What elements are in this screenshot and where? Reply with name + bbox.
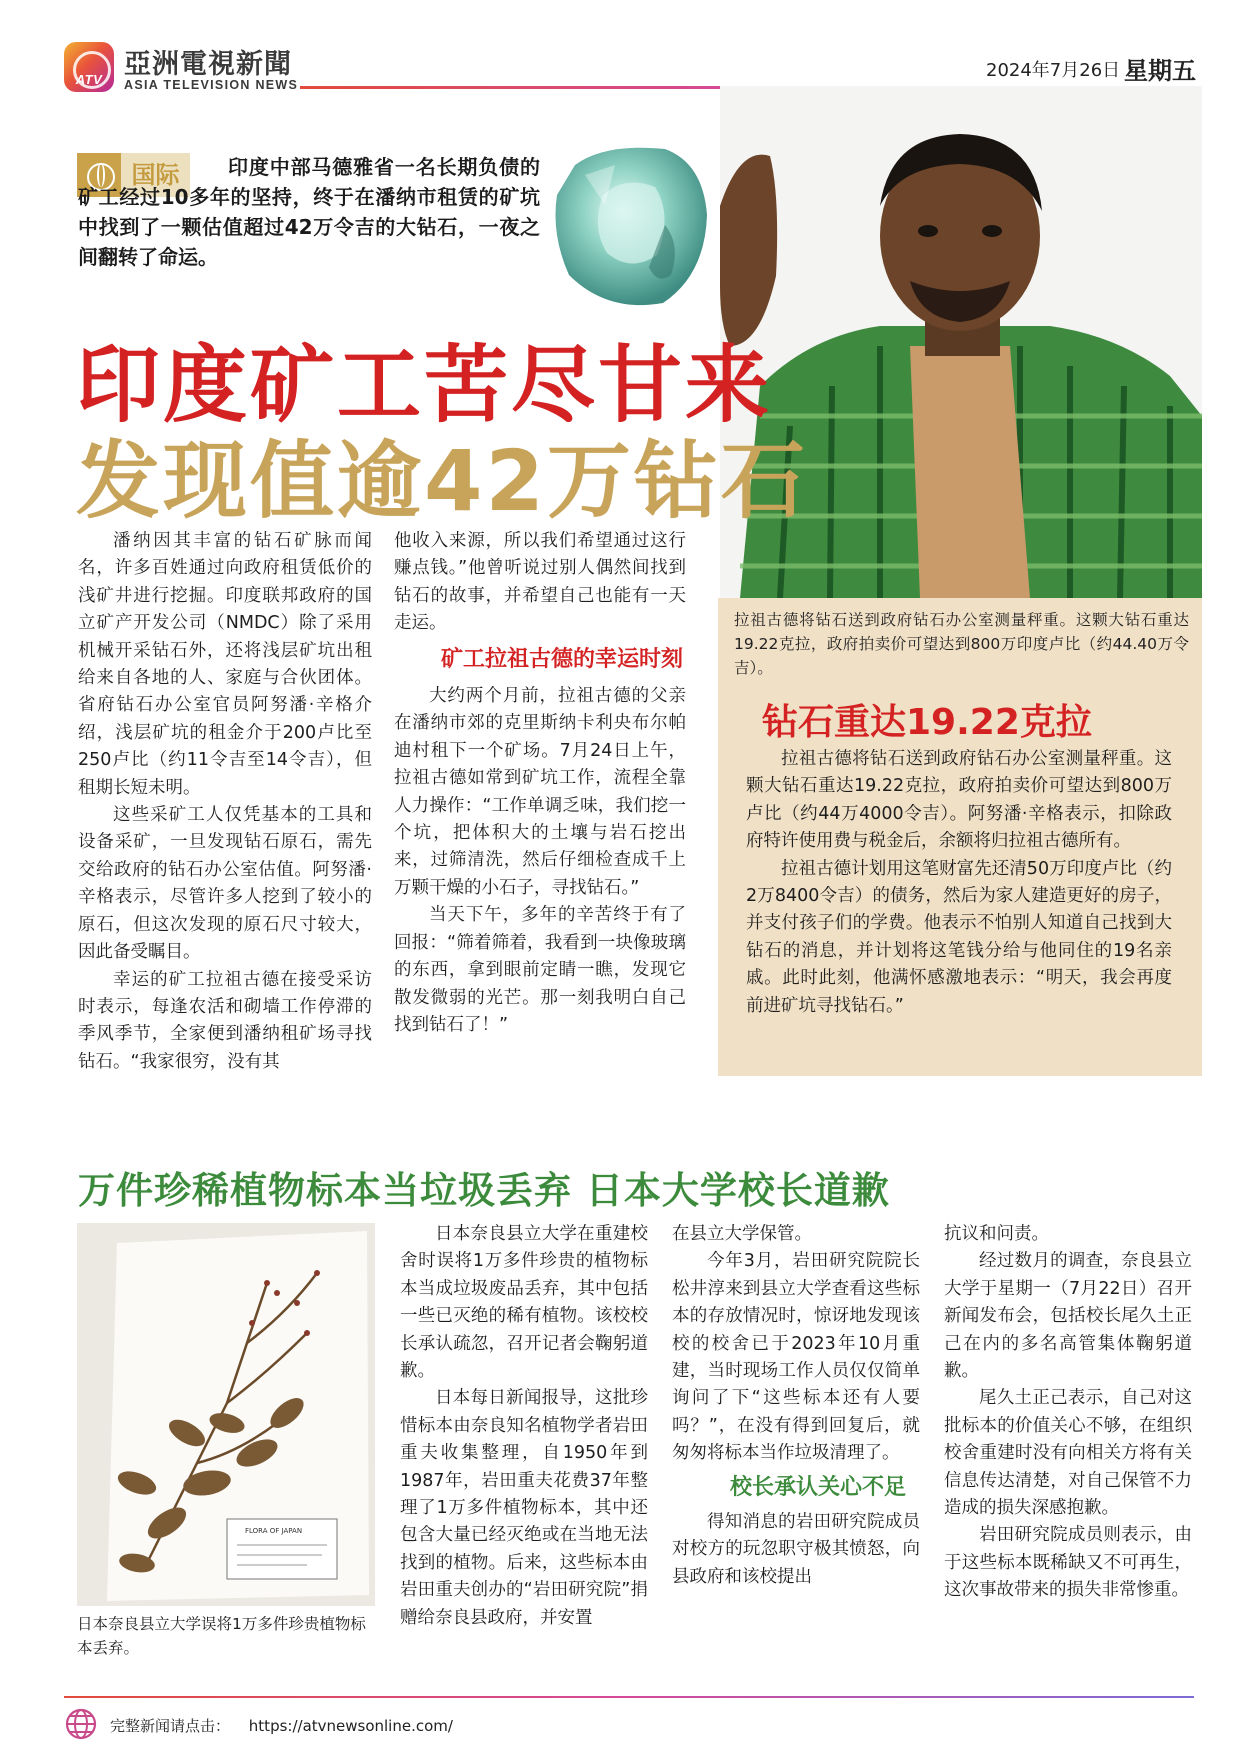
- story1-column-2: [394, 528, 686, 1039]
- story1-paragraph: 当天下午，多年的辛苦终于有了回报：“筛着筛着，我看到一块像玻璃的东西，拿到眼前定睛一瞧，发现它散发微弱的光芒。那一刻我明白自己找到钻石了！”: [394, 905, 686, 1035]
- plant-specimen-photo: [77, 1223, 375, 1606]
- issue-date: 2024年7月26日: [986, 60, 1121, 81]
- story1-paragraph: 他收入来源，所以我们希望通过这行赚点钱。”他曾听说过别人偶然间找到钻石的故事，并希望自己也能有一天走运。: [394, 531, 686, 634]
- box-paragraph: 拉祖古德将钻石送到政府钻石办公室测量秤重。这颗大钻石重达19.22克拉，政府拍卖价可望达到800万卢比（约44万4000令吉）。阿努潘·辛格表示，扣除政府特许使用费与税金后，余额将归拉祖古德所有。: [746, 749, 1172, 852]
- diamond-photo: [545, 135, 715, 315]
- story1-column-1: [78, 528, 372, 1076]
- footer-text: [110, 1715, 453, 1736]
- subheading: 矿工拉祖古德的幸运时刻: [440, 646, 683, 672]
- box-subheading: 钻石重达19.22克拉: [762, 702, 1092, 743]
- story2-column-2: [672, 1221, 920, 1591]
- story2-paragraph: 抗议和问责。: [944, 1224, 1049, 1244]
- story2-column-3: [944, 1221, 1192, 1605]
- headline-line-1: 印度矿工苦尽甘来: [76, 336, 773, 434]
- miner-photo-caption: 拉祖古德将钻石送到政府钻石办公室测量秤重。这颗大钻石重达19.22克拉，政府拍卖价可望达到800万印度卢比（约44.40万令吉）。: [734, 611, 1189, 677]
- specimen-label-text: FLORA OF JAPAN: [245, 1527, 303, 1535]
- story1-paragraph: 幸运的矿工拉祖古德在接受采访时表示，每逢农活和砌墙工作停滞的季风季节，全家便到潘纳租矿场寻找钻石。“我家很穷，没有其: [78, 969, 372, 1072]
- footer-divider: [64, 1696, 1194, 1698]
- section-tag-label: 国际: [121, 153, 190, 197]
- story2-subheading: 校长承认关心不足: [729, 1474, 906, 1500]
- brand-name-cn: 亞洲電視新聞: [124, 49, 292, 80]
- masthead: [64, 42, 304, 94]
- lead-paragraph: 印度中部马德雅省一名长期负债的矿工经过10多年的坚持，终于在潘纳市租赁的矿坑中找到了一颗估值超过42万令吉的大钻石，一夜之间翻转了命运。: [78, 155, 540, 269]
- headline-line-2: 发现值逾42万钻石: [76, 432, 808, 530]
- story1-paragraph: 潘纳因其丰富的钻石矿脉而闻名，许多百姓通过向政府租赁低价的浅矿井进行挖掘。印度联邦政府的国立矿产开发公司（NMDC）除了采用机械开采钻石外，还将浅层矿坑出租给来自各地的人、家庭与合伙团体。省府钻石办公室官员阿努潘·辛格介绍，浅层矿坑的租金介于200卢比至250卢比（约11令吉至14令吉），但租期长短未明。: [78, 531, 372, 798]
- story2-paragraph: 经过数月的调查，奈良县立大学于星期一（7月22日）召开新闻发布会，包括校长尾久土正己在内的多名高管集体鞠躬道歉。: [944, 1251, 1192, 1382]
- story2-paragraph: 日本奈良县立大学在重建校舍时误将1万多件珍贵的植物标本当成垃圾废品丢弃，其中包括一些已灭绝的稀有植物。该校校长承认疏忽，召开记者会鞠躬道歉。: [400, 1224, 648, 1382]
- story2-paragraph: 日本每日新闻报导，这批珍惜标本由奈良知名植物学者岩田重夫收集整理，自1950年到1987年，岩田重夫花费37年整理了1万多件植物标本，其中还包含大量已经灭绝或在当地无法找到的植物。后来，这些标本由岩田重夫创办的“岩田研究院”捐赠给奈良县政府，并安置: [400, 1388, 648, 1628]
- box-body: [746, 746, 1172, 1020]
- atv-logo-text: ATV: [75, 72, 103, 87]
- story2-column-1: [400, 1221, 648, 1632]
- story1-paragraph: 大约两个月前，拉祖古德的父亲在潘纳市郊的克里斯纳卡利央布尔帕迪村租下一个矿场。7月24日上午，拉祖古德如常到矿坑工作，流程全靠人力操作：“工作单调乏味，我们挖一个坑，把体积大的土壤与岩石挖出来，过筛清洗，然后仔细检查成千上万颗干燥的小石子，寻找钻石。”: [394, 686, 686, 898]
- story2-paragraph: 得知消息的岩田研究院成员对校方的玩忽职守极其愤怒，向县政府和该校提出: [672, 1512, 920, 1587]
- story2-paragraph: 尾久土正己表示，自己对这批标本的价值关心不够，在组织校舍重建时没有向相关方将有关信息传达清楚，对自己保管不力造成的损失深感抱歉。: [944, 1388, 1192, 1519]
- brand-name-en: ASIA TELEVISION NEWS: [124, 78, 299, 92]
- globe-link-icon: [64, 1707, 98, 1741]
- footer-label: 完整新闻请点击：: [110, 1717, 231, 1735]
- footer-link[interactable]: https://atvnewsonline.com/: [248, 1717, 453, 1735]
- story1-paragraph: 这些采矿工人仅凭基本的工具和设备采矿，一旦发现钻石原石，需先交给政府的钻石办公室估值。阿努潘·辛格表示，尽管许多人挖到了较小的原石，但这次发现的原石尺寸较大，因此备受瞩目。: [78, 805, 372, 963]
- box-paragraph: 拉祖古德计划用这笔财富先还清50万印度卢比（约2万8400令吉）的债务，然后为家人建造更好的房子，并支付孩子们的学费。他表示不怕别人知道自己找到大钻石的消息，并计划将这笔钱分给与他同住的19名亲戚。此时此刻，他满怀感激地表示：“明天，我会再度前进矿坑寻找钻石。”: [746, 858, 1172, 1016]
- plant-photo-caption: 日本奈良县立大学误将1万多件珍贵植物标本丢弃。: [77, 1615, 366, 1657]
- story2-paragraph: 岩田研究院成员则表示，由于这些标本既稀缺又不可再生，这次事故带来的损失非常惨重。: [944, 1525, 1192, 1601]
- issue-weekday: 星期五: [1124, 57, 1196, 85]
- story2-paragraph: 今年3月，岩田研究院院长松井淳来到县立大学查看这些标本的存放情况时，惊讶地发现该校的校舍已于2023年10月重建，当时现场工作人员仅仅简单询问了下“这些标本还有人要吗？”，在没有得到回复后，就匆匆将标本当作垃圾清理了。: [672, 1251, 920, 1464]
- story2-headline: 万件珍稀植物标本当垃圾丢弃 日本大学校长道歉: [78, 1169, 890, 1212]
- story2-paragraph: 在县立大学保管。: [672, 1224, 812, 1244]
